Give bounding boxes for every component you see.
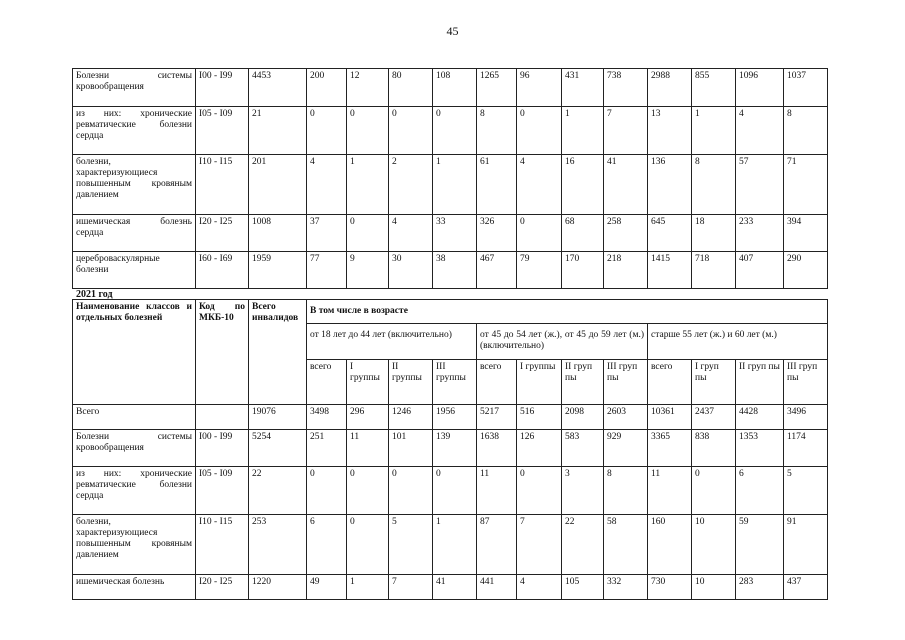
row-value-cell: 9: [347, 252, 389, 289]
row-value-cell: 41: [433, 575, 477, 600]
row-value-cell: 79: [517, 252, 562, 289]
row-value-cell: 201: [249, 155, 307, 215]
row-value-cell: 8: [784, 107, 828, 155]
row-value-cell: 0: [517, 467, 562, 515]
row-value-cell: 108: [433, 69, 477, 107]
row-value-cell: 2098: [562, 405, 604, 430]
row-value-cell: 7: [517, 515, 562, 575]
row-icd-code: I10 - I15: [196, 515, 249, 575]
table-row: [73, 515, 828, 575]
row-value-cell: 1: [347, 575, 389, 600]
subheader-cell: всего: [648, 360, 692, 405]
row-disease-name: ишемическая болезнь: [73, 575, 196, 600]
subheader-cell: II группы: [389, 360, 433, 405]
row-value-cell: 441: [477, 575, 517, 600]
row-value-cell: 0: [347, 215, 389, 252]
row-value-cell: 10: [692, 575, 736, 600]
row-value-cell: 139: [433, 430, 477, 467]
row-value-cell: 2: [389, 155, 433, 215]
row-value-cell: 332: [604, 575, 648, 600]
row-disease-name: Болезни системы кровообращения: [73, 69, 196, 107]
row-value-cell: 1959: [249, 252, 307, 289]
row-value-cell: 19076: [249, 405, 307, 430]
row-value-cell: 2437: [692, 405, 736, 430]
table-row: [73, 467, 828, 515]
header-age-groups: В том числе в возрасте: [307, 300, 828, 324]
row-value-cell: 290: [784, 252, 828, 289]
row-value-cell: 6: [736, 467, 784, 515]
table-row: [73, 252, 828, 289]
row-value-cell: 160: [648, 515, 692, 575]
row-value-cell: 8: [477, 107, 517, 155]
row-value-cell: 0: [389, 107, 433, 155]
subheader-cell: III груп пы: [784, 360, 828, 405]
row-value-cell: 0: [433, 467, 477, 515]
row-value-cell: 80: [389, 69, 433, 107]
row-value-cell: 251: [307, 430, 347, 467]
table-2020-continued: [72, 68, 828, 289]
row-value-cell: 8: [604, 467, 648, 515]
row-value-cell: 1096: [736, 69, 784, 107]
row-value-cell: 4453: [249, 69, 307, 107]
row-value-cell: 11: [648, 467, 692, 515]
table-row: [73, 69, 828, 107]
row-value-cell: 3365: [648, 430, 692, 467]
row-value-cell: 59: [736, 515, 784, 575]
row-value-cell: 126: [517, 430, 562, 467]
row-value-cell: 3496: [784, 405, 828, 430]
table-row: [73, 405, 828, 430]
table-row: [73, 575, 828, 600]
header-total-disabled: Всего инвалидов: [249, 300, 307, 405]
subheader-cell: II груп пы: [562, 360, 604, 405]
subheader-cell: III группы: [433, 360, 477, 405]
row-icd-code: I05 - I09: [196, 467, 249, 515]
row-value-cell: 96: [517, 69, 562, 107]
row-value-cell: 0: [347, 107, 389, 155]
row-value-cell: 4: [736, 107, 784, 155]
subheader-cell: II груп пы: [736, 360, 784, 405]
row-value-cell: 3498: [307, 405, 347, 430]
header-disease-class: Наименование классов и отдельных болезней: [73, 300, 196, 405]
row-value-cell: 1174: [784, 430, 828, 467]
row-value-cell: 5217: [477, 405, 517, 430]
row-disease-name: Всего: [73, 405, 196, 430]
row-value-cell: 1246: [389, 405, 433, 430]
row-value-cell: 394: [784, 215, 828, 252]
table-row: [73, 430, 828, 467]
row-value-cell: 101: [389, 430, 433, 467]
row-icd-code: I05 - I09: [196, 107, 249, 155]
row-value-cell: 18: [692, 215, 736, 252]
row-disease-name: из них: хронические ревматические болезни сердца: [73, 107, 196, 155]
row-value-cell: 296: [347, 405, 389, 430]
row-value-cell: 929: [604, 430, 648, 467]
row-value-cell: 283: [736, 575, 784, 600]
row-value-cell: 1956: [433, 405, 477, 430]
row-value-cell: 1: [692, 107, 736, 155]
subheader-cell: I группы: [517, 360, 562, 405]
row-value-cell: 431: [562, 69, 604, 107]
row-value-cell: 4: [389, 215, 433, 252]
row-value-cell: 0: [517, 107, 562, 155]
row-value-cell: 5: [389, 515, 433, 575]
row-value-cell: 22: [249, 467, 307, 515]
row-value-cell: 645: [648, 215, 692, 252]
row-value-cell: 1220: [249, 575, 307, 600]
row-icd-code: I20 - I25: [196, 215, 249, 252]
row-icd-code: I00 - I99: [196, 69, 249, 107]
table-row: [73, 155, 828, 215]
row-value-cell: 0: [389, 467, 433, 515]
row-value-cell: 4: [517, 155, 562, 215]
row-value-cell: 5254: [249, 430, 307, 467]
row-icd-code: [196, 405, 249, 430]
row-icd-code: I10 - I15: [196, 155, 249, 215]
row-value-cell: 68: [562, 215, 604, 252]
row-disease-name: ишемическая болезнь сердца: [73, 215, 196, 252]
row-value-cell: 467: [477, 252, 517, 289]
row-value-cell: 1008: [249, 215, 307, 252]
row-value-cell: 838: [692, 430, 736, 467]
row-value-cell: 4428: [736, 405, 784, 430]
row-value-cell: 12: [347, 69, 389, 107]
row-value-cell: 0: [307, 107, 347, 155]
row-value-cell: 3: [562, 467, 604, 515]
row-value-cell: 1415: [648, 252, 692, 289]
row-value-cell: 2988: [648, 69, 692, 107]
row-value-cell: 437: [784, 575, 828, 600]
row-value-cell: 49: [307, 575, 347, 600]
row-value-cell: 1: [562, 107, 604, 155]
row-value-cell: 0: [347, 515, 389, 575]
row-value-cell: 0: [433, 107, 477, 155]
row-value-cell: 583: [562, 430, 604, 467]
year-label: 2021 год: [76, 289, 113, 300]
row-value-cell: 7: [604, 107, 648, 155]
row-value-cell: 258: [604, 215, 648, 252]
row-value-cell: 1: [347, 155, 389, 215]
table-row: [73, 215, 828, 252]
row-value-cell: 33: [433, 215, 477, 252]
row-value-cell: 1353: [736, 430, 784, 467]
row-value-cell: 16: [562, 155, 604, 215]
row-value-cell: 730: [648, 575, 692, 600]
row-value-cell: 407: [736, 252, 784, 289]
row-value-cell: 516: [517, 405, 562, 430]
row-value-cell: 71: [784, 155, 828, 215]
row-value-cell: 41: [604, 155, 648, 215]
row-value-cell: 4: [517, 575, 562, 600]
row-value-cell: 718: [692, 252, 736, 289]
subheader-cell: всего: [307, 360, 347, 405]
row-value-cell: 10361: [648, 405, 692, 430]
page-number: 45: [446, 24, 459, 38]
row-value-cell: 13: [648, 107, 692, 155]
table-2021: [72, 299, 828, 600]
row-value-cell: 87: [477, 515, 517, 575]
row-value-cell: 0: [307, 467, 347, 515]
row-value-cell: 8: [692, 155, 736, 215]
row-value-cell: 233: [736, 215, 784, 252]
row-disease-name: болезни, характеризующиеся повышенным кровяным давлением: [73, 515, 196, 575]
header-group-45-59: от 45 до 54 лет (ж.), от 45 до 59 лет (м.) (включительно): [477, 324, 648, 360]
row-value-cell: 77: [307, 252, 347, 289]
row-value-cell: 1037: [784, 69, 828, 107]
row-value-cell: 21: [249, 107, 307, 155]
row-value-cell: 1265: [477, 69, 517, 107]
row-icd-code: I60 - I69: [196, 252, 249, 289]
row-value-cell: 11: [347, 430, 389, 467]
row-value-cell: 0: [347, 467, 389, 515]
row-value-cell: 30: [389, 252, 433, 289]
header-icd-code: Код по МКБ-10: [196, 300, 249, 405]
row-value-cell: 855: [692, 69, 736, 107]
row-value-cell: 1: [433, 515, 477, 575]
subheader-cell: I груп пы: [692, 360, 736, 405]
row-icd-code: I00 - I99: [196, 430, 249, 467]
row-disease-name: цереброваскулярные болезни: [73, 252, 196, 289]
subheader-cell: всего: [477, 360, 517, 405]
row-value-cell: 326: [477, 215, 517, 252]
table-row: [73, 107, 828, 155]
subheader-cell: III груп пы: [604, 360, 648, 405]
row-value-cell: 0: [517, 215, 562, 252]
row-value-cell: 58: [604, 515, 648, 575]
row-value-cell: 2603: [604, 405, 648, 430]
row-value-cell: 253: [249, 515, 307, 575]
row-value-cell: 105: [562, 575, 604, 600]
row-value-cell: 37: [307, 215, 347, 252]
header-group-18-44: от 18 лет до 44 лет (включительно): [307, 324, 477, 360]
row-value-cell: 1638: [477, 430, 517, 467]
row-value-cell: 7: [389, 575, 433, 600]
row-value-cell: 22: [562, 515, 604, 575]
row-value-cell: 91: [784, 515, 828, 575]
row-value-cell: 1: [433, 155, 477, 215]
row-value-cell: 4: [307, 155, 347, 215]
row-value-cell: 61: [477, 155, 517, 215]
row-value-cell: 38: [433, 252, 477, 289]
row-icd-code: I20 - I25: [196, 575, 249, 600]
row-disease-name: из них: хронические ревматические болезни сердца: [73, 467, 196, 515]
row-disease-name: болезни, характеризующиеся повышенным кровяным давлением: [73, 155, 196, 215]
row-value-cell: 5: [784, 467, 828, 515]
row-value-cell: 200: [307, 69, 347, 107]
row-value-cell: 10: [692, 515, 736, 575]
subheader-cell: I группы: [347, 360, 389, 405]
row-value-cell: 218: [604, 252, 648, 289]
row-value-cell: 11: [477, 467, 517, 515]
row-value-cell: 738: [604, 69, 648, 107]
row-value-cell: 57: [736, 155, 784, 215]
header-group-55-60-plus: старше 55 лет (ж.) и 60 лет (м.): [648, 324, 828, 360]
row-disease-name: Болезни системы кровообращения: [73, 430, 196, 467]
row-value-cell: 136: [648, 155, 692, 215]
row-value-cell: 0: [692, 467, 736, 515]
row-value-cell: 6: [307, 515, 347, 575]
row-value-cell: 170: [562, 252, 604, 289]
